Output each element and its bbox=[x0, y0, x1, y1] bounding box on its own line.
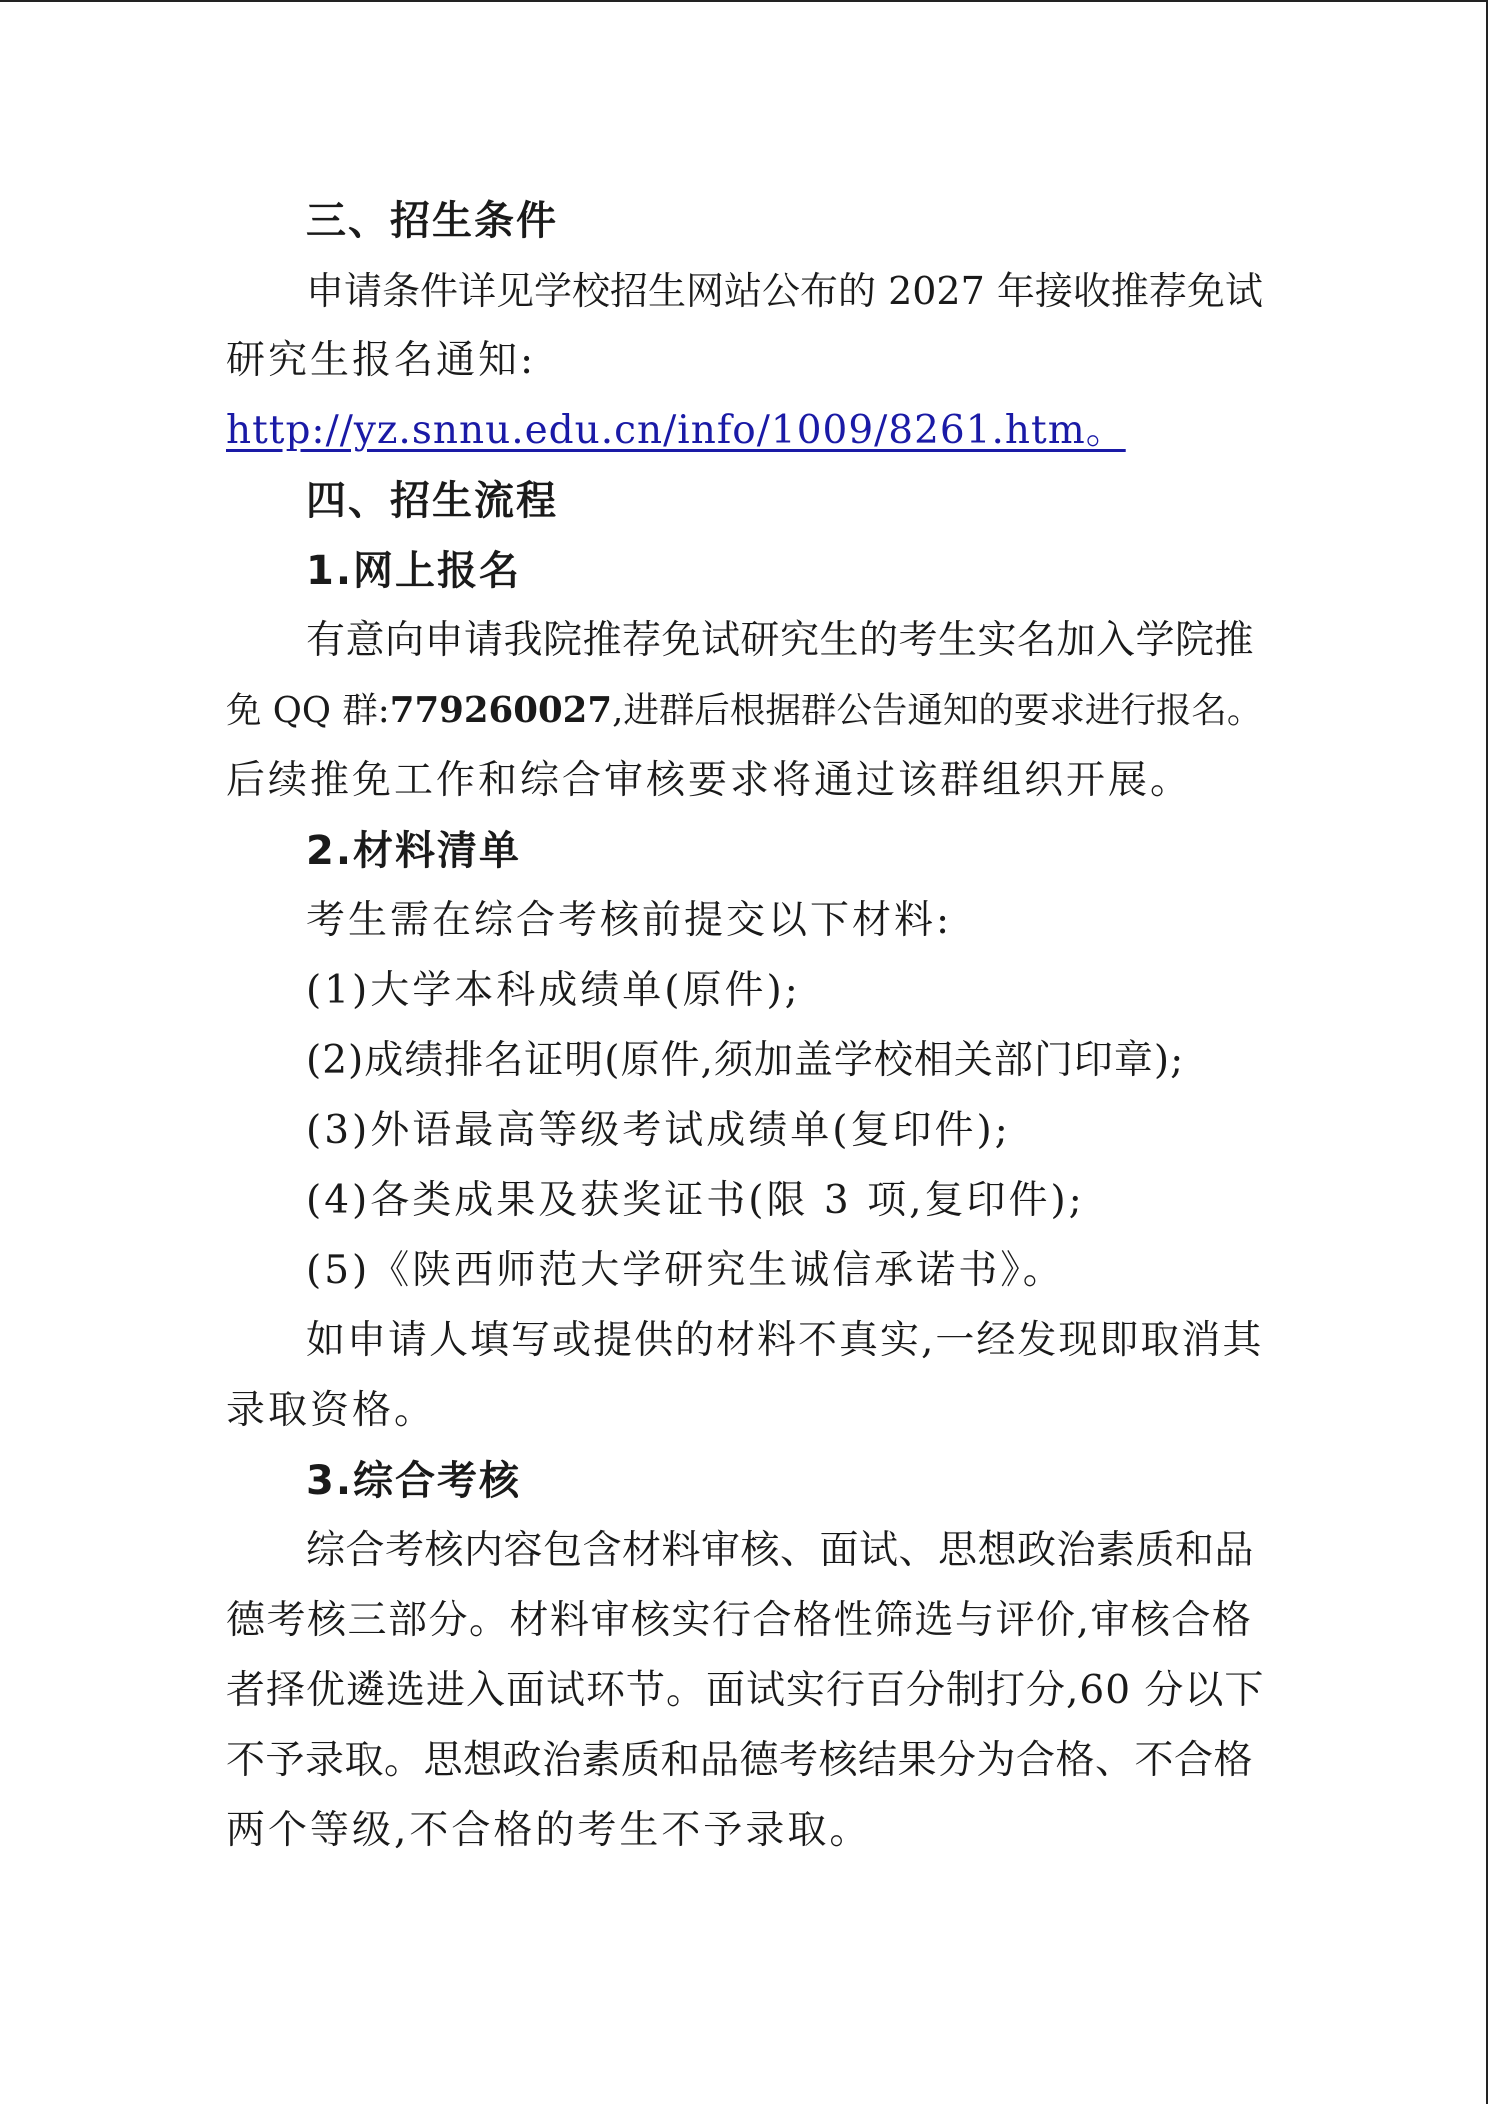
assessment-line5: 两个等级,不合格的考生不予录取。 bbox=[226, 1808, 872, 1853]
materials-item-3: (3)外语最高等级考试成绩单(复印件); bbox=[306, 1108, 1011, 1153]
assessment-line3: 者择优遴选进入面试环节。面试实行百分制打分,60 分以下 bbox=[226, 1668, 1265, 1713]
qq-group-label: 免 QQ 群: bbox=[226, 690, 390, 731]
assessment-line4: 不予录取。思想政治素质和品德考核结果分为合格、不合格 bbox=[226, 1738, 1254, 1783]
qq-group-number: 779260027 bbox=[389, 690, 613, 731]
materials-item-5: (5)《陕西师范大学研究生诚信承诺书》。 bbox=[306, 1248, 1065, 1293]
step2-heading: 2.材料清单 bbox=[306, 828, 522, 874]
assessment-line1: 综合考核内容包含材料审核、面试、思想政治素质和品 bbox=[306, 1528, 1255, 1573]
section3-paragraph-line1: 申请条件详见学校招生网站公布的 2027 年接收推荐免试 bbox=[306, 269, 1263, 313]
step1-line2 bbox=[226, 676, 1262, 746]
section4-heading: 四、招生流程 bbox=[306, 478, 558, 524]
section3-heading: 三、招生条件 bbox=[306, 198, 558, 244]
step1-heading: 1.网上报名 bbox=[306, 548, 522, 594]
materials-intro: 考生需在综合考核前提交以下材料: bbox=[306, 898, 953, 943]
materials-item-2: (2)成绩排名证明(原件,须加盖学校相关部门印章); bbox=[306, 1038, 1185, 1083]
step1-line1: 有意向申请我院推荐免试研究生的考生实名加入学院推 bbox=[306, 618, 1255, 663]
assessment-line2: 德考核三部分。材料审核实行合格性筛选与评价,审核合格 bbox=[226, 1598, 1253, 1643]
step3-heading: 3.综合考核 bbox=[306, 1458, 522, 1504]
materials-note-line2: 录取资格。 bbox=[226, 1388, 437, 1433]
materials-item-4: (4)各类成果及获奖证书(限 3 项,复印件); bbox=[306, 1178, 1085, 1223]
enrollment-notice-link[interactable]: http://yz.snnu.edu.cn/info/1009/8261.htm。 bbox=[226, 408, 1126, 453]
section3-paragraph-line2: 研究生报名通知: bbox=[226, 338, 537, 383]
materials-item-1: (1)大学本科成绩单(原件); bbox=[306, 968, 801, 1013]
materials-note-line1: 如申请人填写或提供的材料不真实,一经发现即取消其 bbox=[306, 1318, 1264, 1363]
step1-line3: 后续推免工作和综合审核要求将通过该群组织开展。 bbox=[226, 758, 1193, 803]
qq-group-instructions: ,进群后根据群公告通知的要求进行报名。 bbox=[612, 690, 1263, 731]
